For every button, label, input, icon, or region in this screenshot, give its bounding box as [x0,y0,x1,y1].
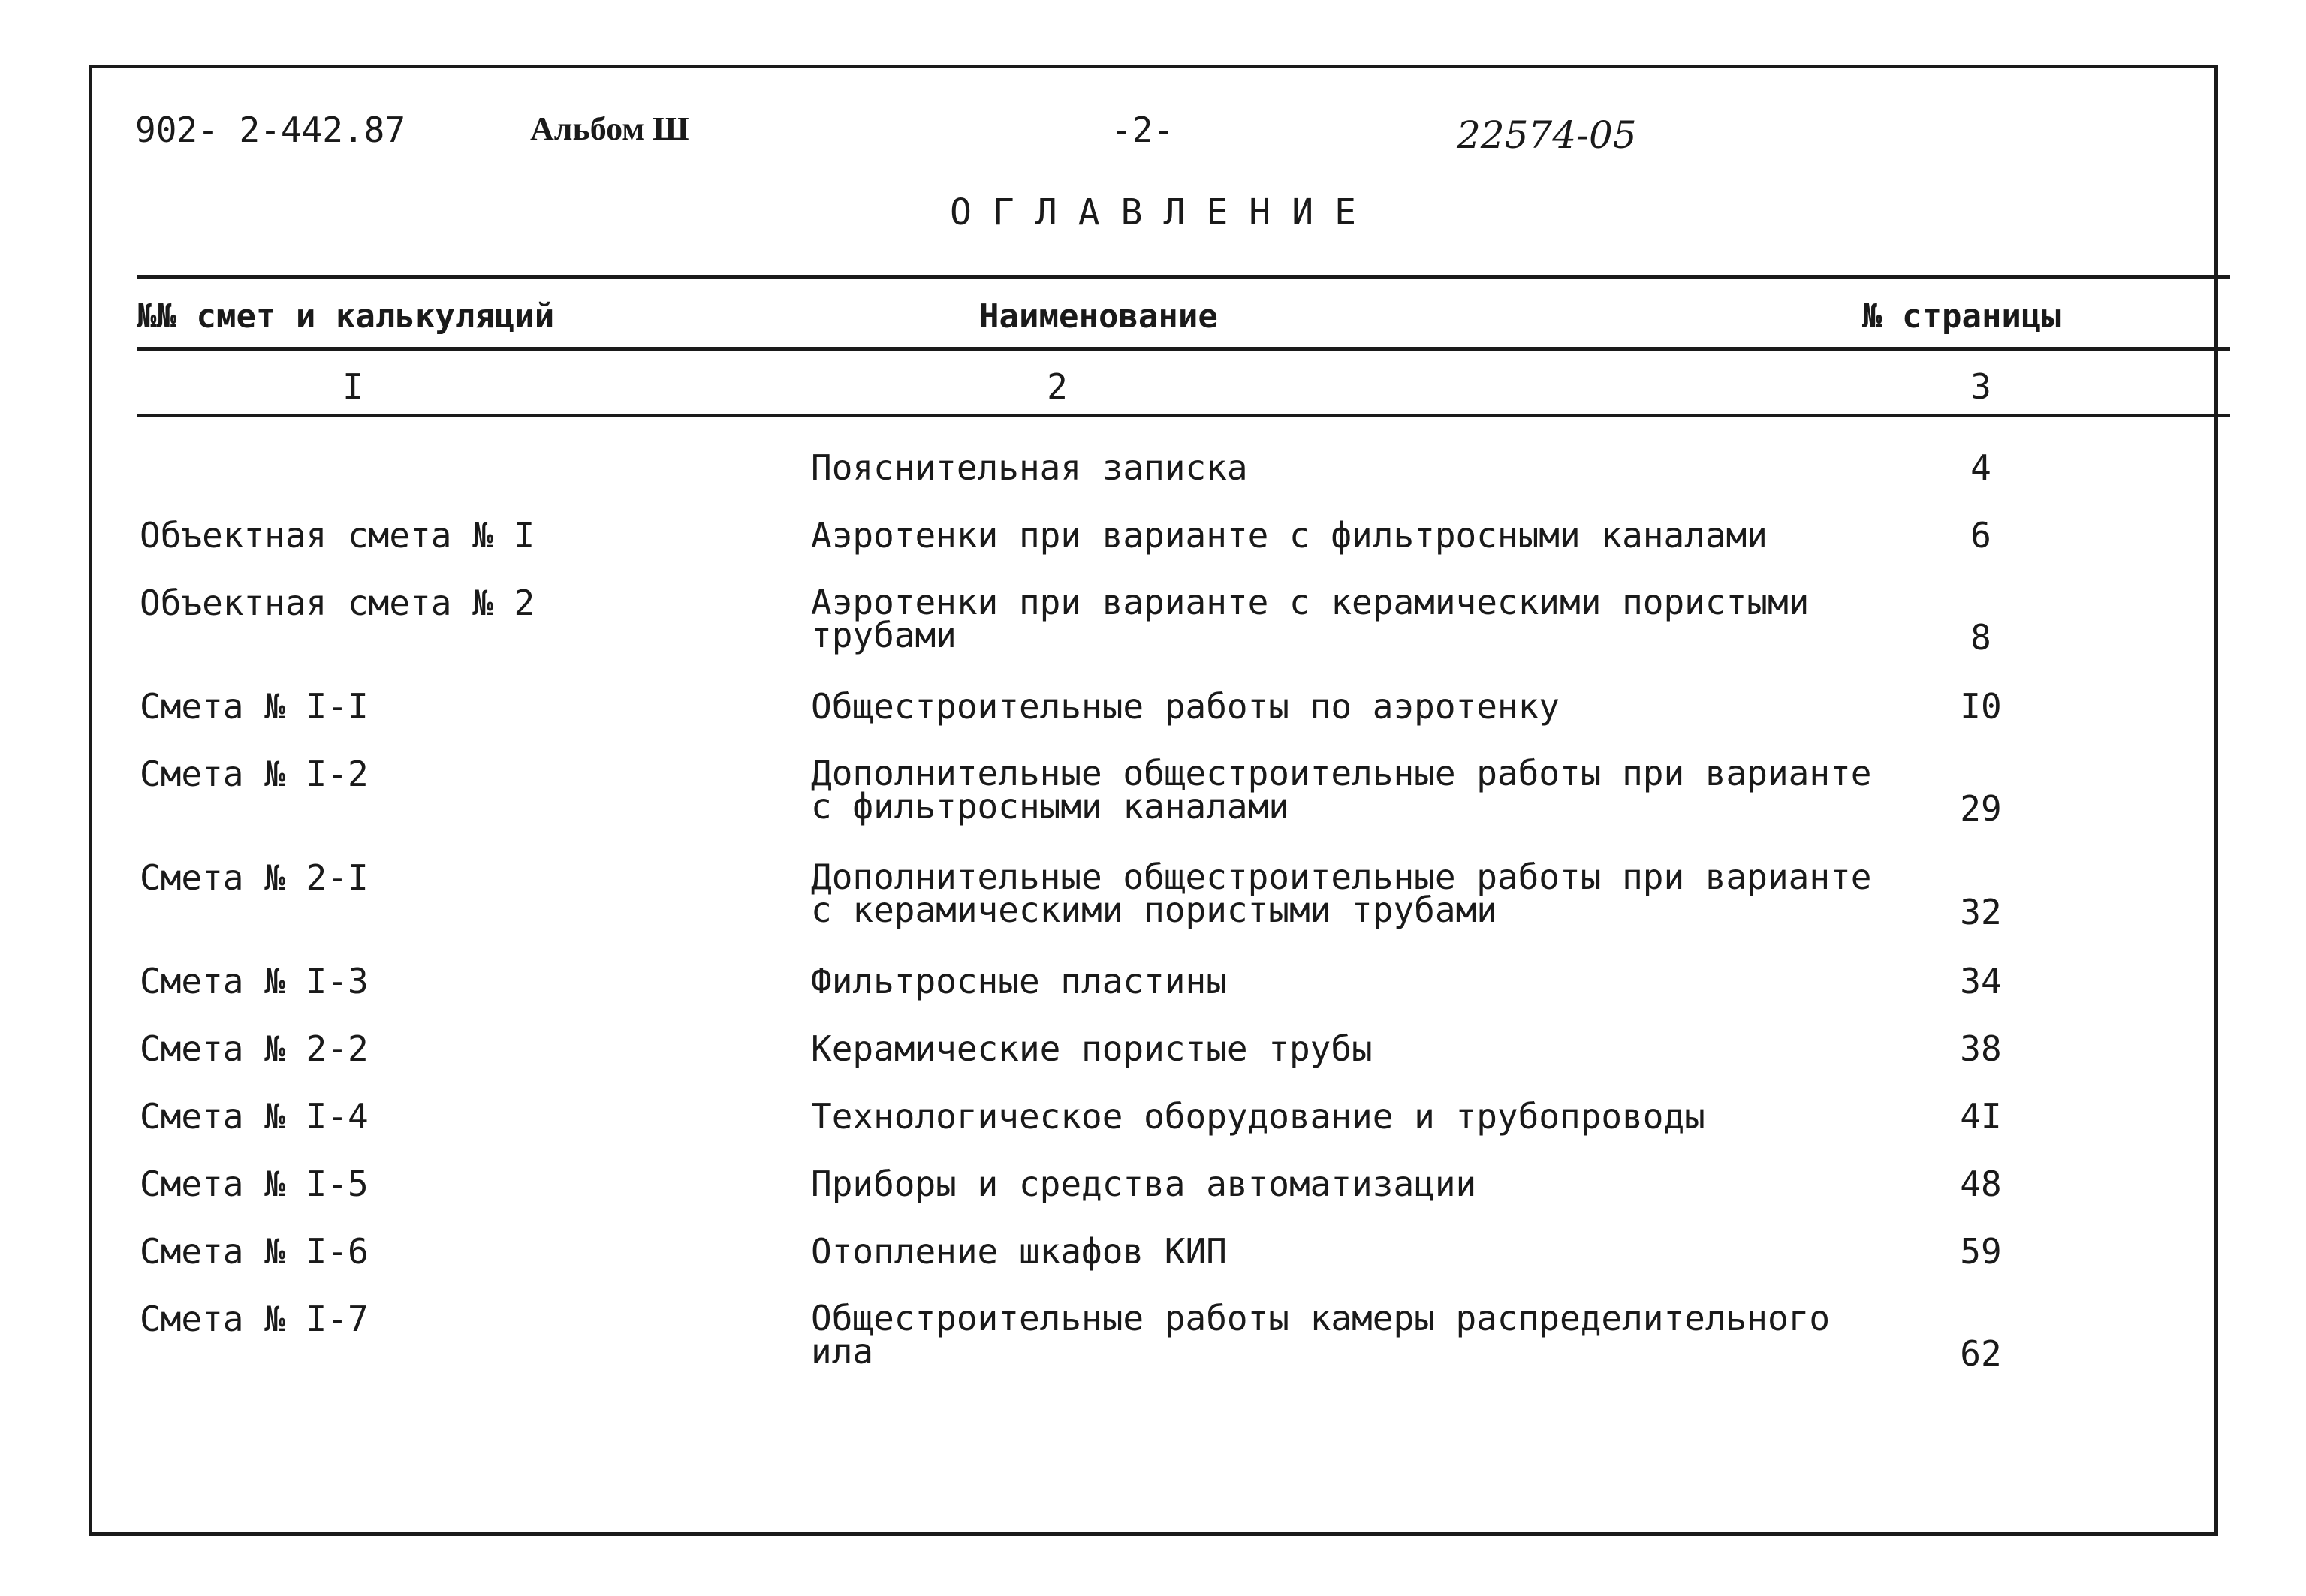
column-header-page: № страницы [1862,297,2061,336]
row-code: Смета № I-3 [140,961,369,1001]
row-page: 29 [1960,788,2002,829]
row-name: Аэротенки при варианте с фильтросными каналами [811,515,1768,556]
row-name: Фильтросные пластины [811,961,1227,1001]
row-code: Смета № 2-2 [140,1028,369,1069]
row-code: Смета № I-I [140,686,369,727]
row-page: 34 [1960,961,2002,1001]
row-name: Отопление шкафов КИП [811,1231,1227,1272]
row-code: Смета № I-2 [140,754,369,794]
row-page: I0 [1960,686,2002,727]
row-code: Объектная смета № I [140,515,535,556]
column-header-codes: №№ смет и калькуляций [137,297,555,336]
column-header-name: Наименование [979,297,1218,336]
row-code: Смета № I-6 [140,1231,369,1272]
row-name: Приборы и средства автоматизации [811,1164,1477,1204]
row-page: 32 [1960,892,2002,932]
row-code: Смета № I-7 [140,1299,369,1339]
numbering-divider-rule [137,414,2230,417]
row-name: Технологическое оборудование и трубопроводы [811,1096,1705,1137]
album-label: Альбом Ш [530,110,689,147]
row-code: Смета № 2-I [140,857,369,898]
row-page: 48 [1960,1164,2002,1204]
row-page: 38 [1960,1028,2002,1069]
row-page: 8 [1970,617,1991,658]
row-page: 4I [1960,1096,2002,1137]
page-title: ОГЛАВЛЕНИЕ [950,191,1377,233]
column-number-1: I [342,366,363,407]
column-number-2: 2 [1047,366,1068,407]
handwritten-number: 22574-05 [1457,113,1637,157]
row-name: Аэротенки при варианте с керамическими пористыми трубами [811,582,1810,655]
row-page: 59 [1960,1231,2002,1272]
row-code: Смета № I-4 [140,1096,369,1137]
row-page: 62 [1960,1333,2002,1374]
row-name: Дополнительные общестроительные работы при варианте с керамическими пористыми трубами [811,857,1872,930]
row-name: Дополнительные общестроительные работы при варианте с фильтросными каналами [811,753,1872,827]
row-code: Смета № I-5 [140,1164,369,1204]
header-divider-rule [137,347,2230,351]
row-name: Керамические пористые трубы [811,1028,1373,1069]
row-name: Общестроительные работы по аэротенку [811,686,1560,727]
row-page: 4 [1970,447,1991,488]
row-page: 6 [1970,515,1991,556]
row-name: Общестроительные работы камеры распределительного ила [811,1298,1831,1372]
doc-code: 902- 2-442.87 [135,110,406,150]
page-marker: -2- [1111,110,1174,150]
row-name: Пояснительная записка [811,447,1248,488]
row-code: Объектная смета № 2 [140,583,535,623]
column-number-3: 3 [1970,366,1991,407]
table-top-rule [137,275,2230,279]
